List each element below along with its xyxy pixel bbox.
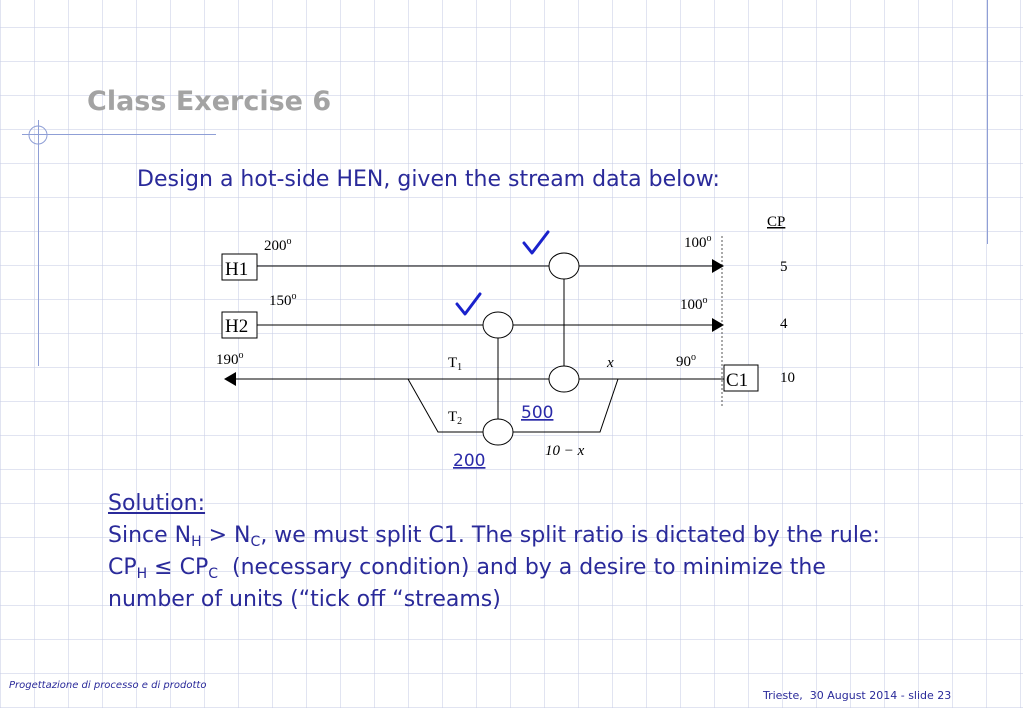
h2-cp-value: 4 [780,316,788,332]
h2-label: H2 [225,316,249,337]
h1-outlet-temp: 100$^o$ [684,233,712,251]
t1-label: $T_1$ [448,355,463,373]
exchanger-h2-top [483,312,513,338]
solution-block [108,488,988,616]
slide-title: Class Exercise 6 [87,86,332,117]
checkmark-icon [457,294,480,314]
h1-label: H1 [225,259,249,280]
footer-slide-info: Trieste, 30 August 2014 - slide 23 [763,689,952,702]
exchanger-h1-bottom [549,366,579,392]
x-label: x [607,355,614,371]
h2-inlet-temp: 150$^o$ [269,291,297,309]
h1-inlet-temp: 200$^o$ [264,236,292,254]
t2-label: $T_2$ [448,409,463,427]
h1-cp-value: 5 [780,259,788,275]
cp-header: CP [767,214,786,230]
c1-inlet-temp: 90$^o$ [676,352,696,370]
slide-subtitle: Design a hot-side HEN, given the stream data below: [137,167,720,192]
c1-cp-value: 10 [780,370,795,386]
branch-flow-label: 10 − x [545,443,585,459]
solution-line-3: number of units (“tick off “streams) [108,587,501,612]
c1-label: C1 [726,370,749,391]
checkmark-icon [524,232,548,253]
solution-line-2: $CP_H \le CP_C$ (necessary condition) and by a desire to minimize the [108,555,826,582]
c1-arrowhead [224,372,236,386]
c1-outlet-temp: 190$^o$ [216,350,244,368]
h2-outlet-temp: 100$^o$ [680,295,708,313]
h1-exchanger-load: 500 [521,403,554,423]
c1-split-branch [408,379,618,432]
footer-course: Progettazione di processo e di prodotto [9,680,207,691]
solution-line-1: Since $N_H > N_C$, we must split C1. The split ratio is dictated by the rule: [108,523,880,550]
solution-heading: Solution: [108,491,206,516]
exchanger-h2-bottom [483,419,513,445]
h2-exchanger-load: 200 [453,451,486,471]
exchanger-h1-top [549,253,579,279]
